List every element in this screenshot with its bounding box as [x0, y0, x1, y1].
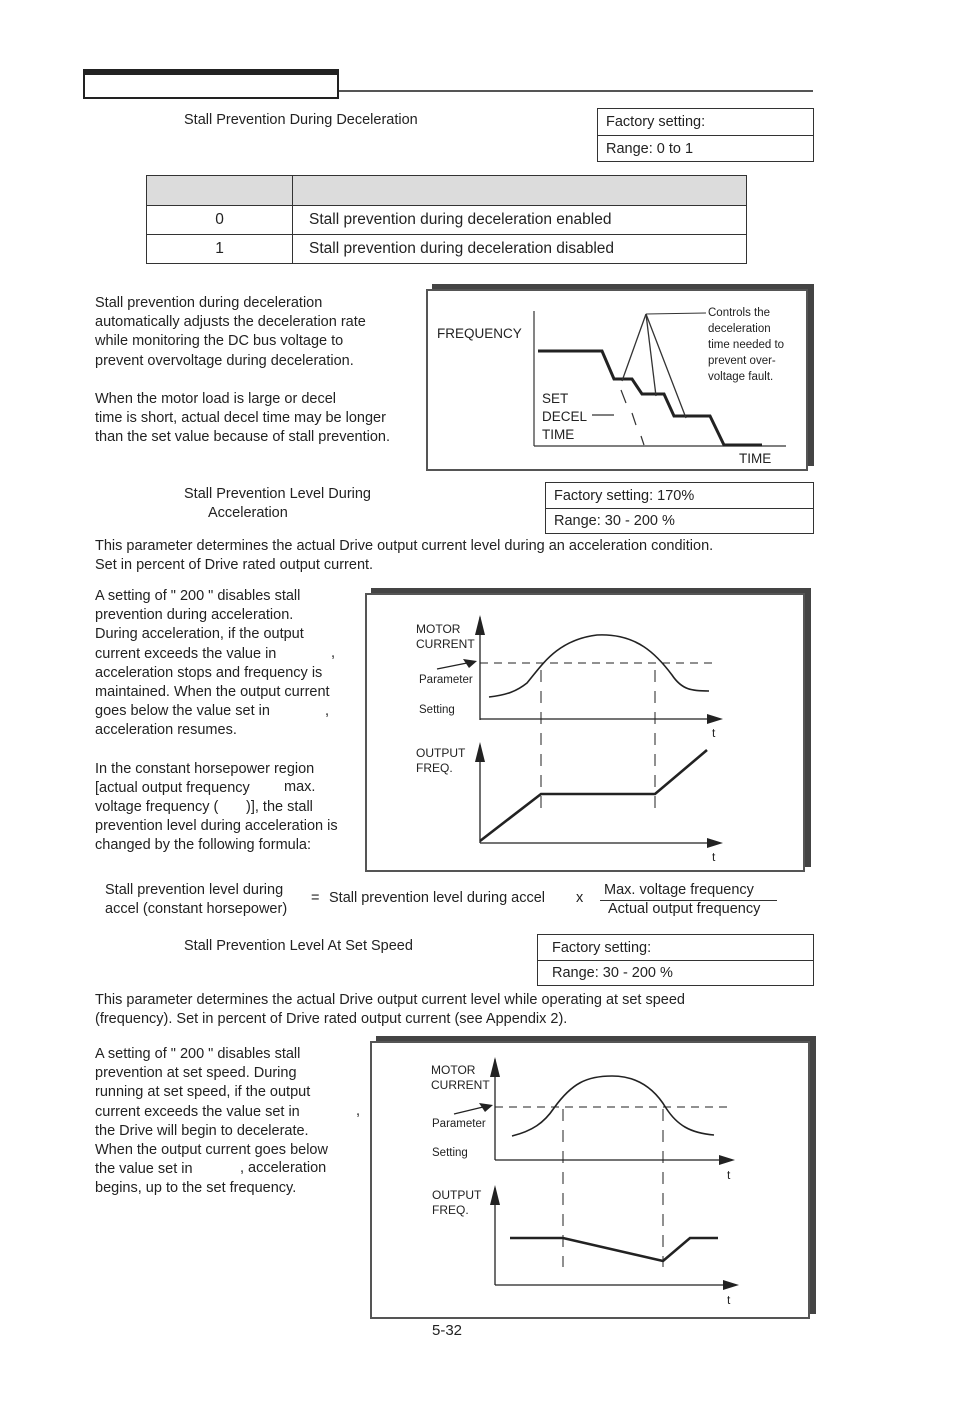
accel-stall-diagram	[365, 593, 805, 872]
fig2-parameter: Parameter	[419, 674, 473, 686]
fig1-note-1: Controls the	[708, 307, 771, 319]
fig2-freq: FREQ.	[416, 761, 453, 775]
fig1-note-2: deceleration	[708, 323, 771, 335]
text-line: current exceeds the value set in	[95, 1103, 300, 1120]
decel-frequency-diagram	[426, 289, 808, 471]
fig3-current: CURRENT	[431, 1078, 490, 1092]
fig2-t-upper: t	[712, 726, 716, 740]
text-line: current exceeds the value in	[95, 645, 277, 662]
fig1-y-label: FREQUENCY	[437, 326, 522, 341]
text-line: automatically adjusts the deceleration rate	[95, 314, 366, 331]
fig3-param-pointer	[454, 1107, 483, 1114]
fig2-param-pointer	[437, 663, 467, 669]
formula-lhs-1: Stall prevention level during	[105, 882, 284, 898]
set-speed-stall-diagram	[370, 1041, 810, 1319]
text-line: the value set in	[95, 1161, 193, 1178]
text-line: time is short, actual decel time may be longer	[95, 410, 386, 427]
page-number: 5-32	[432, 1322, 463, 1339]
text-line: In the constant horsepower region	[95, 760, 315, 777]
text-line: Stall prevention during deceleration	[95, 295, 323, 311]
param3-body-tail: , acceleration	[240, 1160, 327, 1176]
param2-description-2: Set in percent of Drive rated output current.	[95, 557, 374, 573]
fig3-up-arrow-2	[490, 1185, 500, 1205]
fig1-set-label-2: DECEL	[542, 409, 588, 424]
text-line: prevent overvoltage during deceleration.	[95, 352, 354, 369]
fig3-right-arrow	[719, 1155, 735, 1165]
fig3-current-curve	[512, 1076, 714, 1136]
param1-range: Range: 0 to 1	[598, 135, 813, 161]
comma: ,	[331, 645, 336, 661]
fig2-right-arrow-2	[707, 838, 723, 848]
param1-name: Stall Prevention During Deceleration	[184, 112, 418, 128]
formula-lhs-2: accel (constant horsepower)	[105, 901, 288, 917]
options-table	[146, 175, 747, 264]
fig2-t-lower: t	[712, 850, 716, 864]
fig3-parameter: Parameter	[432, 1118, 486, 1130]
fig1-tick	[641, 436, 644, 445]
param3-description-1: This parameter determines the actual Drive output current level while operating at set speed	[95, 992, 685, 1008]
fig2-output: OUTPUT	[416, 746, 466, 760]
text-line: while monitoring the DC bus voltage to	[95, 333, 344, 350]
text-line: running at set speed, if the output	[95, 1084, 311, 1101]
set-speed-diagram-svg	[372, 1043, 808, 1317]
fig3-motor: MOTOR	[431, 1063, 476, 1077]
param3-factory-setting: Factory setting:	[552, 939, 652, 956]
decel-description	[95, 294, 390, 447]
fig3-right-arrow-2	[723, 1280, 739, 1290]
fig2-right-arrow	[707, 714, 723, 724]
fig1-tick	[632, 413, 636, 425]
param2-name-1: Stall Prevention Level During	[184, 486, 371, 502]
fig1-set-label-3: TIME	[542, 427, 575, 442]
text-line: acceleration resumes.	[95, 722, 237, 739]
text-line: changed by the following formula:	[95, 837, 312, 854]
decel-diagram-svg	[428, 291, 806, 469]
option-value: 1	[147, 235, 293, 264]
text-line: prevention level during acceleration is	[95, 818, 338, 835]
comma: ,	[356, 1103, 361, 1119]
fig1-decel-line	[622, 314, 646, 381]
table-row	[147, 235, 747, 264]
fig1-note-3: time needed to	[708, 339, 785, 351]
fig2-freq-curve	[480, 750, 707, 841]
option-description: Stall prevention during deceleration disabled	[293, 235, 747, 264]
options-table-header	[147, 176, 747, 206]
text-line: A setting of " 200 " disables stall	[95, 588, 301, 604]
param1-settings-box	[597, 108, 814, 162]
text-line: begins, up to the set frequency.	[95, 1180, 297, 1197]
param2-name-2: Acceleration	[208, 505, 288, 521]
fig1-x-label: TIME	[739, 451, 772, 466]
accel-diagram-svg	[367, 595, 803, 870]
formula-numerator: Max. voltage frequency	[604, 882, 754, 898]
param2-body-tail-2: )], the stall	[246, 799, 313, 815]
fig3-freq-curve	[510, 1238, 718, 1261]
text-line: goes below the value set in	[95, 703, 270, 720]
param2-settings-box	[545, 482, 814, 534]
param1-factory-setting: Factory setting:	[606, 114, 706, 130]
text-line: [actual output frequency	[95, 779, 250, 796]
fig3-output: OUTPUT	[432, 1188, 482, 1202]
fig1-note-leader	[646, 313, 706, 314]
fig2-up-arrow	[475, 615, 485, 635]
option-value: 0	[147, 206, 293, 235]
formula-middle: Stall prevention level during accel	[329, 890, 546, 906]
formula-denominator: Actual output frequency	[608, 901, 761, 917]
formula-equals: =	[311, 890, 320, 906]
fig2-current-curve	[489, 635, 709, 697]
fig3-freq: FREQ.	[432, 1203, 469, 1217]
header-tab	[83, 69, 339, 99]
formula-times: x	[576, 890, 584, 906]
param2-range: Range: 30 - 200 %	[546, 508, 813, 533]
fig3-t-upper: t	[727, 1168, 731, 1182]
text-line: A setting of " 200 " disables stall	[95, 1046, 301, 1062]
text-line: acceleration stops and frequency is	[95, 664, 323, 681]
text-line: During acceleration, if the output	[95, 626, 304, 643]
text-line: prevention during acceleration.	[95, 607, 294, 624]
fig1-note-5: voltage fault.	[708, 371, 774, 383]
table-row	[147, 206, 747, 235]
fig1-set-label-1: SET	[542, 391, 569, 406]
text-line: prevention at set speed. During	[95, 1065, 297, 1082]
text-line: the Drive will begin to decelerate.	[95, 1122, 309, 1139]
fig2-up-arrow-2	[475, 742, 485, 762]
param3-description-2: (frequency). Set in percent of Drive rated output current (see Appendix 2).	[95, 1011, 568, 1027]
text-line: voltage frequency (	[95, 799, 219, 816]
fig1-tick	[621, 390, 626, 403]
text-line: than the set value because of stall prevention.	[95, 429, 391, 446]
text-line: When the motor load is large or decel	[95, 390, 336, 407]
param2-body-tail-1: max.	[284, 779, 316, 795]
param2-factory-setting: Factory setting: 170%	[554, 487, 695, 504]
fig3-up-arrow	[490, 1057, 500, 1077]
param2-description-1: This parameter determines the actual Drive output current level during an acceleration condition.	[95, 538, 714, 554]
option-description: Stall prevention during deceleration enabled	[293, 206, 747, 235]
text-line: When the output current goes below	[95, 1142, 328, 1159]
fig2-current: CURRENT	[416, 637, 475, 651]
fig2-setting: Setting	[419, 704, 455, 716]
param3-settings-box	[537, 934, 814, 986]
fig1-note-4: prevent over-	[708, 355, 776, 367]
header-rule	[339, 90, 813, 92]
fig3-t-lower: t	[727, 1293, 731, 1307]
param3-name: Stall Prevention Level At Set Speed	[184, 938, 413, 954]
fig2-motor: MOTOR	[416, 622, 461, 636]
comma: ,	[325, 703, 330, 719]
param3-range: Range: 30 - 200 %	[538, 960, 813, 985]
fig3-setting: Setting	[432, 1147, 468, 1159]
text-line: maintained. When the output current	[95, 684, 330, 701]
